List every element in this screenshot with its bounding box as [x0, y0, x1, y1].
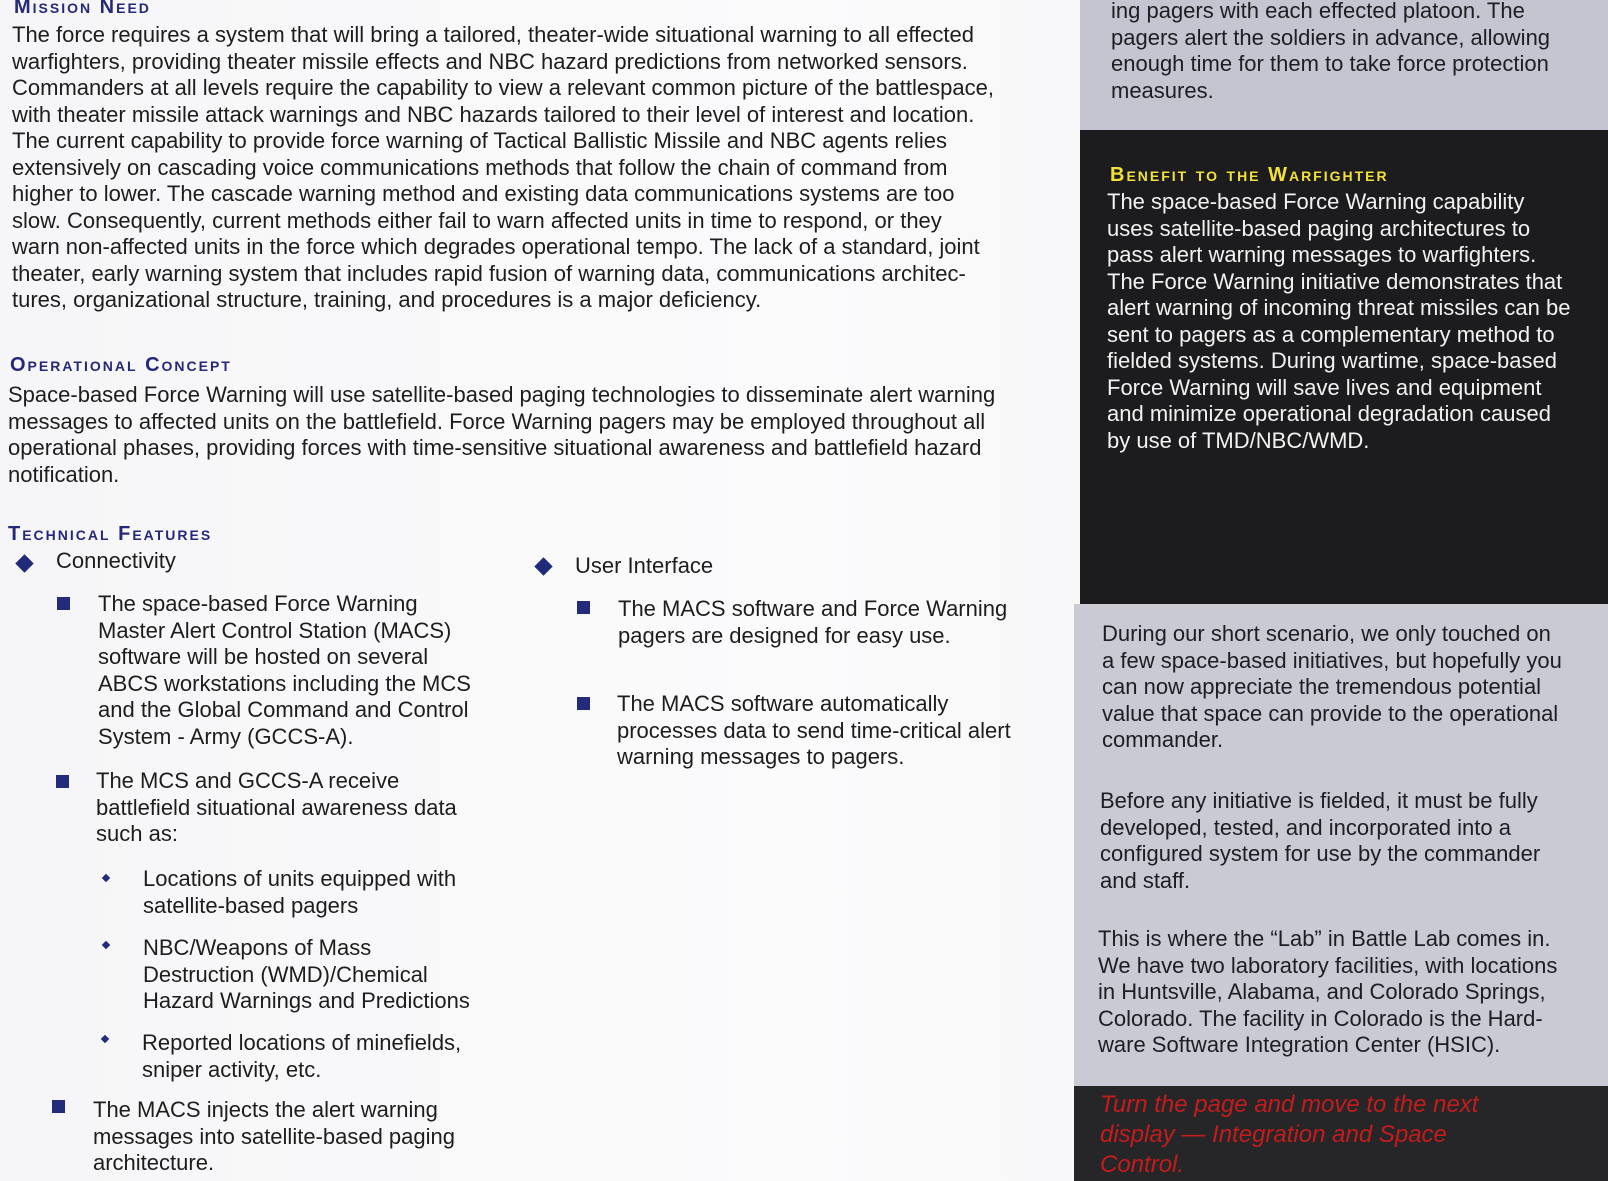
- text-line: messages into satellite-based paging: [93, 1123, 456, 1149]
- text-line: higher to lower. The cascade warning method and existing data communications systems are too: [12, 181, 955, 206]
- text-line: During our short scenario, we only touched on: [1102, 621, 1551, 646]
- text-line: pass alert warning messages to warfighters.: [1107, 242, 1537, 267]
- small-diamond-bullet-icon: [102, 941, 110, 949]
- text-line: processes data to send time-critical alert: [617, 717, 1011, 743]
- text-line: sniper activity, etc.: [142, 1056, 322, 1082]
- text-line: Space-based Force Warning will use satellite-based paging technologies to disseminate alert warning: [8, 382, 996, 407]
- text-line: This is where the “Lab” in Battle Lab comes in.: [1098, 926, 1551, 951]
- text-line: System - Army (GCCS-A).: [98, 723, 354, 749]
- square-bullet-icon: [52, 1100, 65, 1113]
- square-bullet-icon: [57, 597, 70, 610]
- diamond-bullet-icon: [15, 554, 33, 572]
- mission-need-paragraph: [12, 22, 1072, 314]
- square-bullet-icon: [577, 697, 590, 710]
- battle-lab-paragraph: [1098, 926, 1557, 1059]
- text-line: by use of TMD/NBC/WMD.: [1107, 427, 1370, 453]
- text-line: configured system for use by the commander: [1100, 841, 1541, 866]
- text-line: can now appreciate the tremendous potential: [1102, 674, 1542, 699]
- text-line: notification.: [8, 461, 120, 487]
- text-line: fielded systems. During wartime, space-based: [1107, 348, 1557, 373]
- text-line: uses satellite-based paging architectures to: [1107, 215, 1531, 241]
- square-bullet-icon: [56, 775, 69, 788]
- text-line: measures.: [1111, 77, 1214, 103]
- text-line: a few space-based initiatives, but hopefully you: [1102, 647, 1562, 673]
- text-line: ABCS workstations including the MCS: [98, 670, 471, 696]
- text-line: messages to affected units on the battlefield. Force Warning pagers may be employed throughout all: [8, 408, 986, 434]
- text-line: The current capability to provide force warning of Tactical Ballistic Missile and NBC agents relies: [12, 128, 948, 153]
- text-line: developed, tested, and incorporated into a: [1100, 814, 1511, 840]
- text-line: alert warning of incoming threat missiles can be: [1107, 295, 1571, 320]
- benefit-text: [1107, 189, 1570, 454]
- connectivity-subitem-3: [142, 1030, 461, 1083]
- text-line: Turn the page and move to the next: [1100, 1091, 1479, 1118]
- user-interface-item-1: [618, 596, 1007, 649]
- benefit-title: Benefit to the Warfighter: [1110, 164, 1389, 186]
- text-line: Colorado. The facility in Colorado is the Hard-: [1098, 1005, 1543, 1031]
- text-line: The space-based Force Warning capability: [1107, 189, 1525, 214]
- sidebar-top-text: [1111, 0, 1550, 104]
- text-line: ing pagers with each effected platoon. The: [1111, 0, 1525, 23]
- connectivity-subitem-1: [143, 866, 456, 919]
- fielding-paragraph: [1100, 788, 1540, 894]
- text-line: enough time for them to take force protection: [1111, 51, 1549, 76]
- text-line: warn non-affected units in the force which degrades operational tempo. The lack of a standard, joint: [12, 234, 980, 259]
- text-line: Connectivity: [56, 548, 176, 573]
- text-line: The MACS software automatically: [617, 691, 949, 716]
- user-interface-label: [575, 553, 713, 580]
- text-line: sent to pagers as a complementary method to: [1107, 321, 1555, 347]
- text-line: software will be hosted on several: [98, 644, 429, 669]
- diamond-bullet-icon: [534, 557, 552, 575]
- next-display-text: [1100, 1090, 1478, 1180]
- text-line: satellite-based pagers: [143, 892, 359, 918]
- text-line: ware Software Integration Center (HSIC).: [1098, 1032, 1501, 1057]
- text-line: extensively on cascading voice communications methods that follow the chain of command from: [12, 154, 948, 180]
- text-line: Force Warning will save lives and equipment: [1107, 374, 1542, 400]
- small-diamond-bullet-icon: [101, 1035, 109, 1043]
- text-line: display — Integration and Space: [1100, 1121, 1447, 1148]
- user-interface-item-2: [617, 691, 1011, 771]
- text-line: Locations of units equipped with: [143, 866, 457, 891]
- text-line: The space-based Force Warning: [98, 591, 418, 616]
- text-line: Destruction (WMD)/Chemical: [143, 961, 428, 987]
- text-line: The Force Warning initiative demonstrates that: [1107, 268, 1563, 294]
- text-line: tures, organizational structure, training, and procedures is a major deficiency.: [12, 287, 762, 312]
- text-line: Reported locations of minefields,: [142, 1030, 462, 1055]
- text-line: battlefield situational awareness data: [96, 794, 457, 820]
- text-line: and minimize operational degradation caused: [1107, 401, 1551, 426]
- text-line: Before any initiative is fielded, it must be fully: [1100, 788, 1538, 813]
- text-line: pagers alert the soldiers in advance, allowing: [1111, 24, 1551, 50]
- text-line: with theater missile attack warnings and NBC hazards tailored to their level of interest and location.: [12, 101, 975, 127]
- square-bullet-icon: [577, 601, 590, 614]
- sidebar: [1080, 0, 1608, 1181]
- text-line: The force requires a system that will bring a tailored, theater-wide situational warning to all effected: [12, 22, 974, 47]
- connectivity-item-1: [98, 591, 471, 750]
- text-line: such as:: [96, 821, 178, 846]
- mission-need-title: Mission Need: [14, 0, 151, 18]
- text-line: warning messages to pagers.: [617, 744, 905, 769]
- text-line: Master Alert Control Station (MACS): [98, 617, 452, 643]
- text-line: We have two laboratory facilities, with locations: [1098, 952, 1558, 978]
- text-line: The MACS software and Force Warning: [618, 596, 1008, 621]
- text-line: Hazard Warnings and Predictions: [143, 988, 470, 1013]
- text-line: Commanders at all levels require the capability to view a relevant common picture of the battlespace,: [12, 75, 994, 100]
- small-diamond-bullet-icon: [102, 874, 110, 882]
- text-line: theater, early warning system that includes rapid fusion of warning data, communications architec-: [12, 260, 966, 286]
- text-line: architecture.: [93, 1150, 215, 1175]
- text-line: NBC/Weapons of Mass: [143, 935, 372, 960]
- connectivity-item-3: [93, 1097, 455, 1177]
- connectivity-subitem-2: [143, 935, 470, 1015]
- text-line: warfighters, providing theater missile effects and NBC hazard predictions from networked sensors.: [12, 48, 968, 74]
- text-line: in Huntsville, Alabama, and Colorado Springs,: [1098, 979, 1546, 1004]
- text-line: User Interface: [575, 553, 714, 578]
- connectivity-item-2: [96, 768, 457, 848]
- text-line: slow. Consequently, current methods either fail to warn affected units in time to respond, or they: [12, 207, 942, 233]
- text-line: Control.: [1100, 1151, 1185, 1178]
- text-line: The MCS and GCCS-A receive: [96, 768, 400, 793]
- text-line: pagers are designed for easy use.: [618, 622, 951, 648]
- text-line: value that space can provide to the operational: [1102, 700, 1559, 726]
- text-line: operational phases, providing forces with time-sensitive situational awareness and battlefield hazard: [8, 435, 982, 460]
- technical-features-title: Technical Features: [8, 523, 213, 545]
- operational-concept-title: Operational Concept: [10, 354, 232, 376]
- text-line: The MACS injects the alert warning: [93, 1097, 438, 1122]
- text-line: and staff.: [1100, 867, 1191, 893]
- scenario-paragraph: [1102, 621, 1562, 754]
- operational-concept-paragraph: [8, 382, 1073, 488]
- text-line: commander.: [1102, 727, 1224, 752]
- text-line: and the Global Command and Control: [98, 697, 469, 722]
- connectivity-label: [56, 548, 176, 575]
